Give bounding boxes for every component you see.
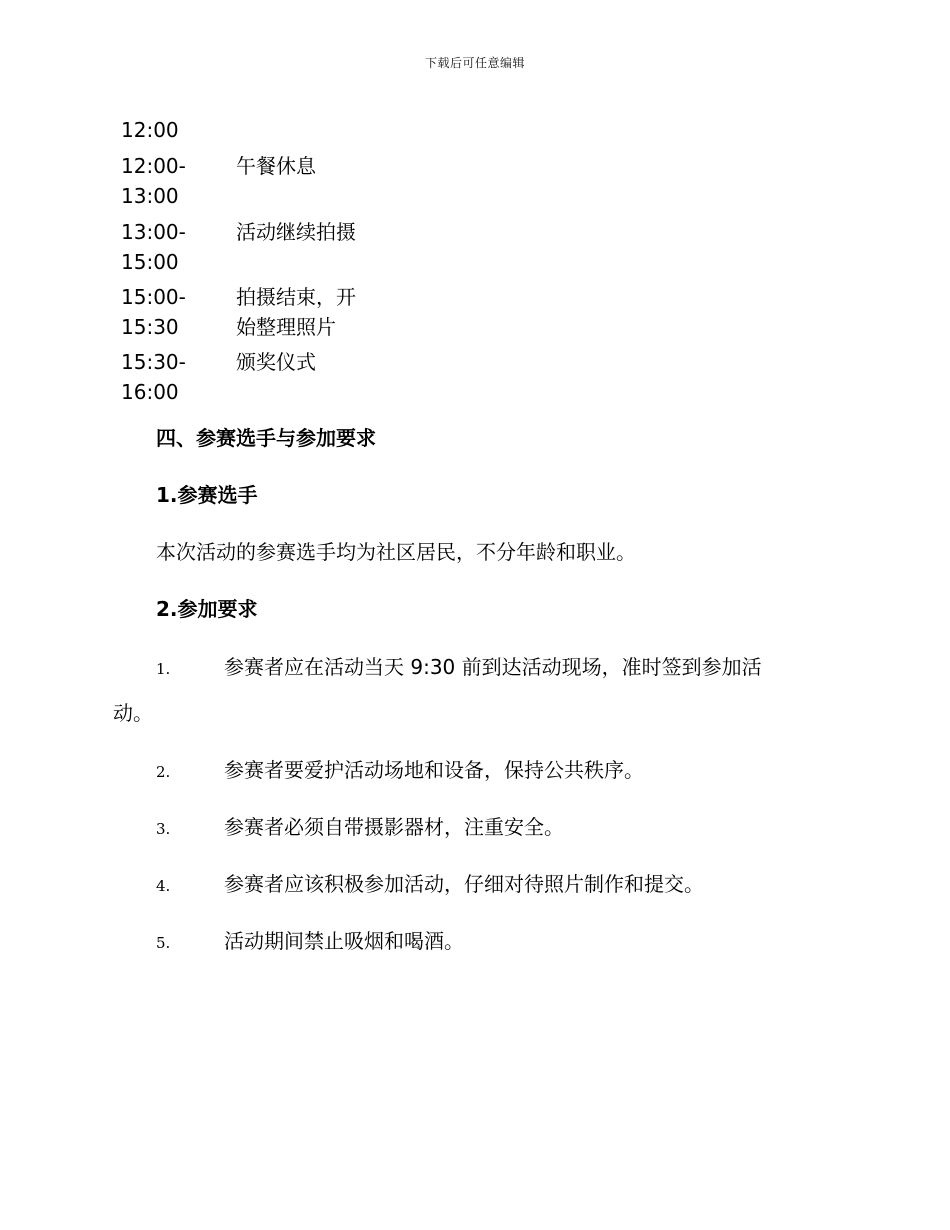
requirement-number: 2. bbox=[156, 763, 171, 781]
page-header: 下载后可任意编辑 bbox=[424, 56, 525, 70]
requirement-number: 3. bbox=[156, 820, 171, 838]
subsection-title-requirements: 2.参加要求 bbox=[156, 597, 258, 621]
schedule-desc bbox=[236, 347, 376, 377]
schedule-time-line: 15:30 bbox=[121, 315, 179, 339]
requirement-text: 活动期间禁止吸烟和喝酒。 bbox=[224, 929, 464, 953]
schedule-time bbox=[121, 282, 221, 342]
schedule-desc bbox=[236, 282, 376, 342]
schedule-time-line: 16:00 bbox=[121, 380, 179, 404]
requirement-text: 参赛者应在活动当天 9:30 前到达活动现场，准时签到参加活 bbox=[224, 655, 762, 679]
requirement-number: 1. bbox=[156, 660, 171, 678]
schedule-desc-line: 始整理照片 bbox=[236, 315, 336, 339]
schedule-time bbox=[121, 217, 221, 277]
schedule-time-line: 13:00 bbox=[121, 184, 179, 208]
section-title: 四、参赛选手与参加要求 bbox=[156, 426, 376, 450]
schedule-desc-line: 拍摄结束，开 bbox=[236, 285, 356, 309]
requirement-text: 参赛者必须自带摄影器材，注重安全。 bbox=[224, 815, 564, 839]
schedule-time-line: 15:00 bbox=[121, 250, 179, 274]
schedule-time-line: 15:30- bbox=[121, 350, 186, 374]
schedule-time-line: 15:00- bbox=[121, 285, 186, 309]
schedule-time bbox=[121, 115, 221, 145]
requirement-text: 参赛者要爱护活动场地和设备，保持公共秩序。 bbox=[224, 758, 644, 782]
schedule-desc bbox=[236, 151, 376, 181]
requirement-text: 参赛者应该积极参加活动，仔细对待照片制作和提交。 bbox=[224, 872, 704, 896]
schedule-time bbox=[121, 151, 221, 211]
schedule-time-line: 12:00 bbox=[121, 118, 179, 142]
schedule-time-line: 13:00- bbox=[121, 220, 186, 244]
schedule-desc bbox=[236, 217, 376, 247]
requirement-text-continuation: 动。 bbox=[113, 701, 153, 725]
participants-text: 本次活动的参赛选手均为社区居民，不分年龄和职业。 bbox=[156, 540, 636, 564]
schedule-desc-line: 活动继续拍摄 bbox=[236, 220, 356, 244]
requirement-number: 5. bbox=[156, 934, 171, 952]
schedule-time bbox=[121, 347, 221, 407]
schedule-desc-line: 颁奖仪式 bbox=[236, 350, 316, 374]
subsection-title-participants: 1.参赛选手 bbox=[156, 483, 258, 507]
schedule-desc-line: 午餐休息 bbox=[236, 154, 316, 178]
schedule-time-line: 12:00- bbox=[121, 154, 186, 178]
requirement-number: 4. bbox=[156, 877, 171, 895]
